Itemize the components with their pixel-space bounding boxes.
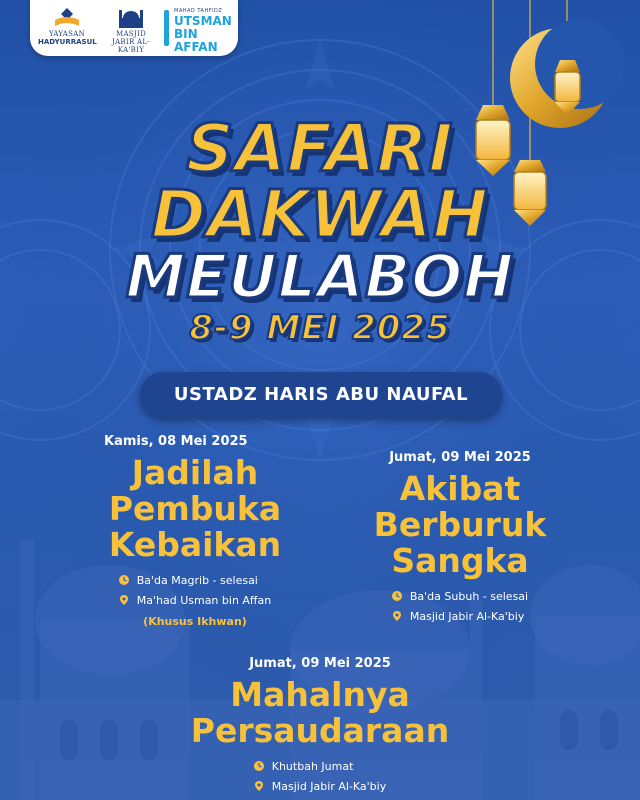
logo-header [30,0,238,56]
logo-yayasan-name: HADYURRASUL [38,38,97,46]
session-2-time: Ba'da Subuh - selesai [392,587,528,607]
session-1-note: (Khusus Ikhwan) [143,615,247,628]
title-line-3: MEULABOH [125,242,515,312]
session-2-info [392,587,528,627]
location-pin-icon [119,595,129,605]
session-2-day: Jumat, 09 Mei 2025 [389,450,531,465]
session-2 [345,450,575,627]
logo-yayasan-small: YAYASAN [48,30,86,38]
logo-mahad-utsman [164,8,236,54]
logo-mahad-bar [164,10,169,46]
logo-mahad-name-2: BIN AFFAN [174,27,218,54]
mosque-logo-icon [118,6,144,30]
session-1-topic: Jadilah Pembuka Kebaikan [108,453,282,564]
logo-yayasan-hadyurrasul [38,6,96,47]
session-2-place: Masjid Jabir Al-Ka'biy [392,607,528,627]
clock-icon [392,591,402,601]
logo-masjid-name: JABIR AL-KA'BIY [111,38,151,54]
session-1-info [119,571,271,611]
title-line-1: SAFARI [186,110,454,187]
clock-icon [119,575,129,585]
session-3-time: Khutbah Jumat [254,757,386,777]
session-3-day: Jumat, 09 Mei 2025 [249,656,391,671]
logo-masjid-small: MASJID [115,30,146,38]
logo-mahad-name-1: UTSMAN [174,14,232,28]
session-3 [140,656,500,797]
location-pin-icon [254,781,264,791]
title-line-2: DAKWAH [151,176,489,253]
speaker-badge: USTADZ HARIS ABU NAUFAL [140,372,502,418]
logo-mahad-small: MAHAD TAHFIDZ [174,8,223,14]
session-1 [60,434,330,628]
session-1-time: Ba'da Magrib - selesai [119,571,271,591]
session-3-info [254,757,386,797]
clock-icon [254,761,264,771]
event-date: 8-9 MEI 2025 [189,308,451,348]
session-1-place: Ma'had Usman bin Affan [119,591,271,611]
session-2-topic: Akibat Berburuk Sangka [373,469,547,580]
logo-masjid-jabir [100,6,162,54]
session-3-place: Masjid Jabir Al-Ka'biy [254,777,386,797]
session-1-day: Kamis, 08 Mei 2025 [104,434,248,449]
location-pin-icon [392,611,402,621]
book-logo-icon [53,6,81,30]
session-3-topic: Mahalnya Persaudaraan [190,675,450,750]
